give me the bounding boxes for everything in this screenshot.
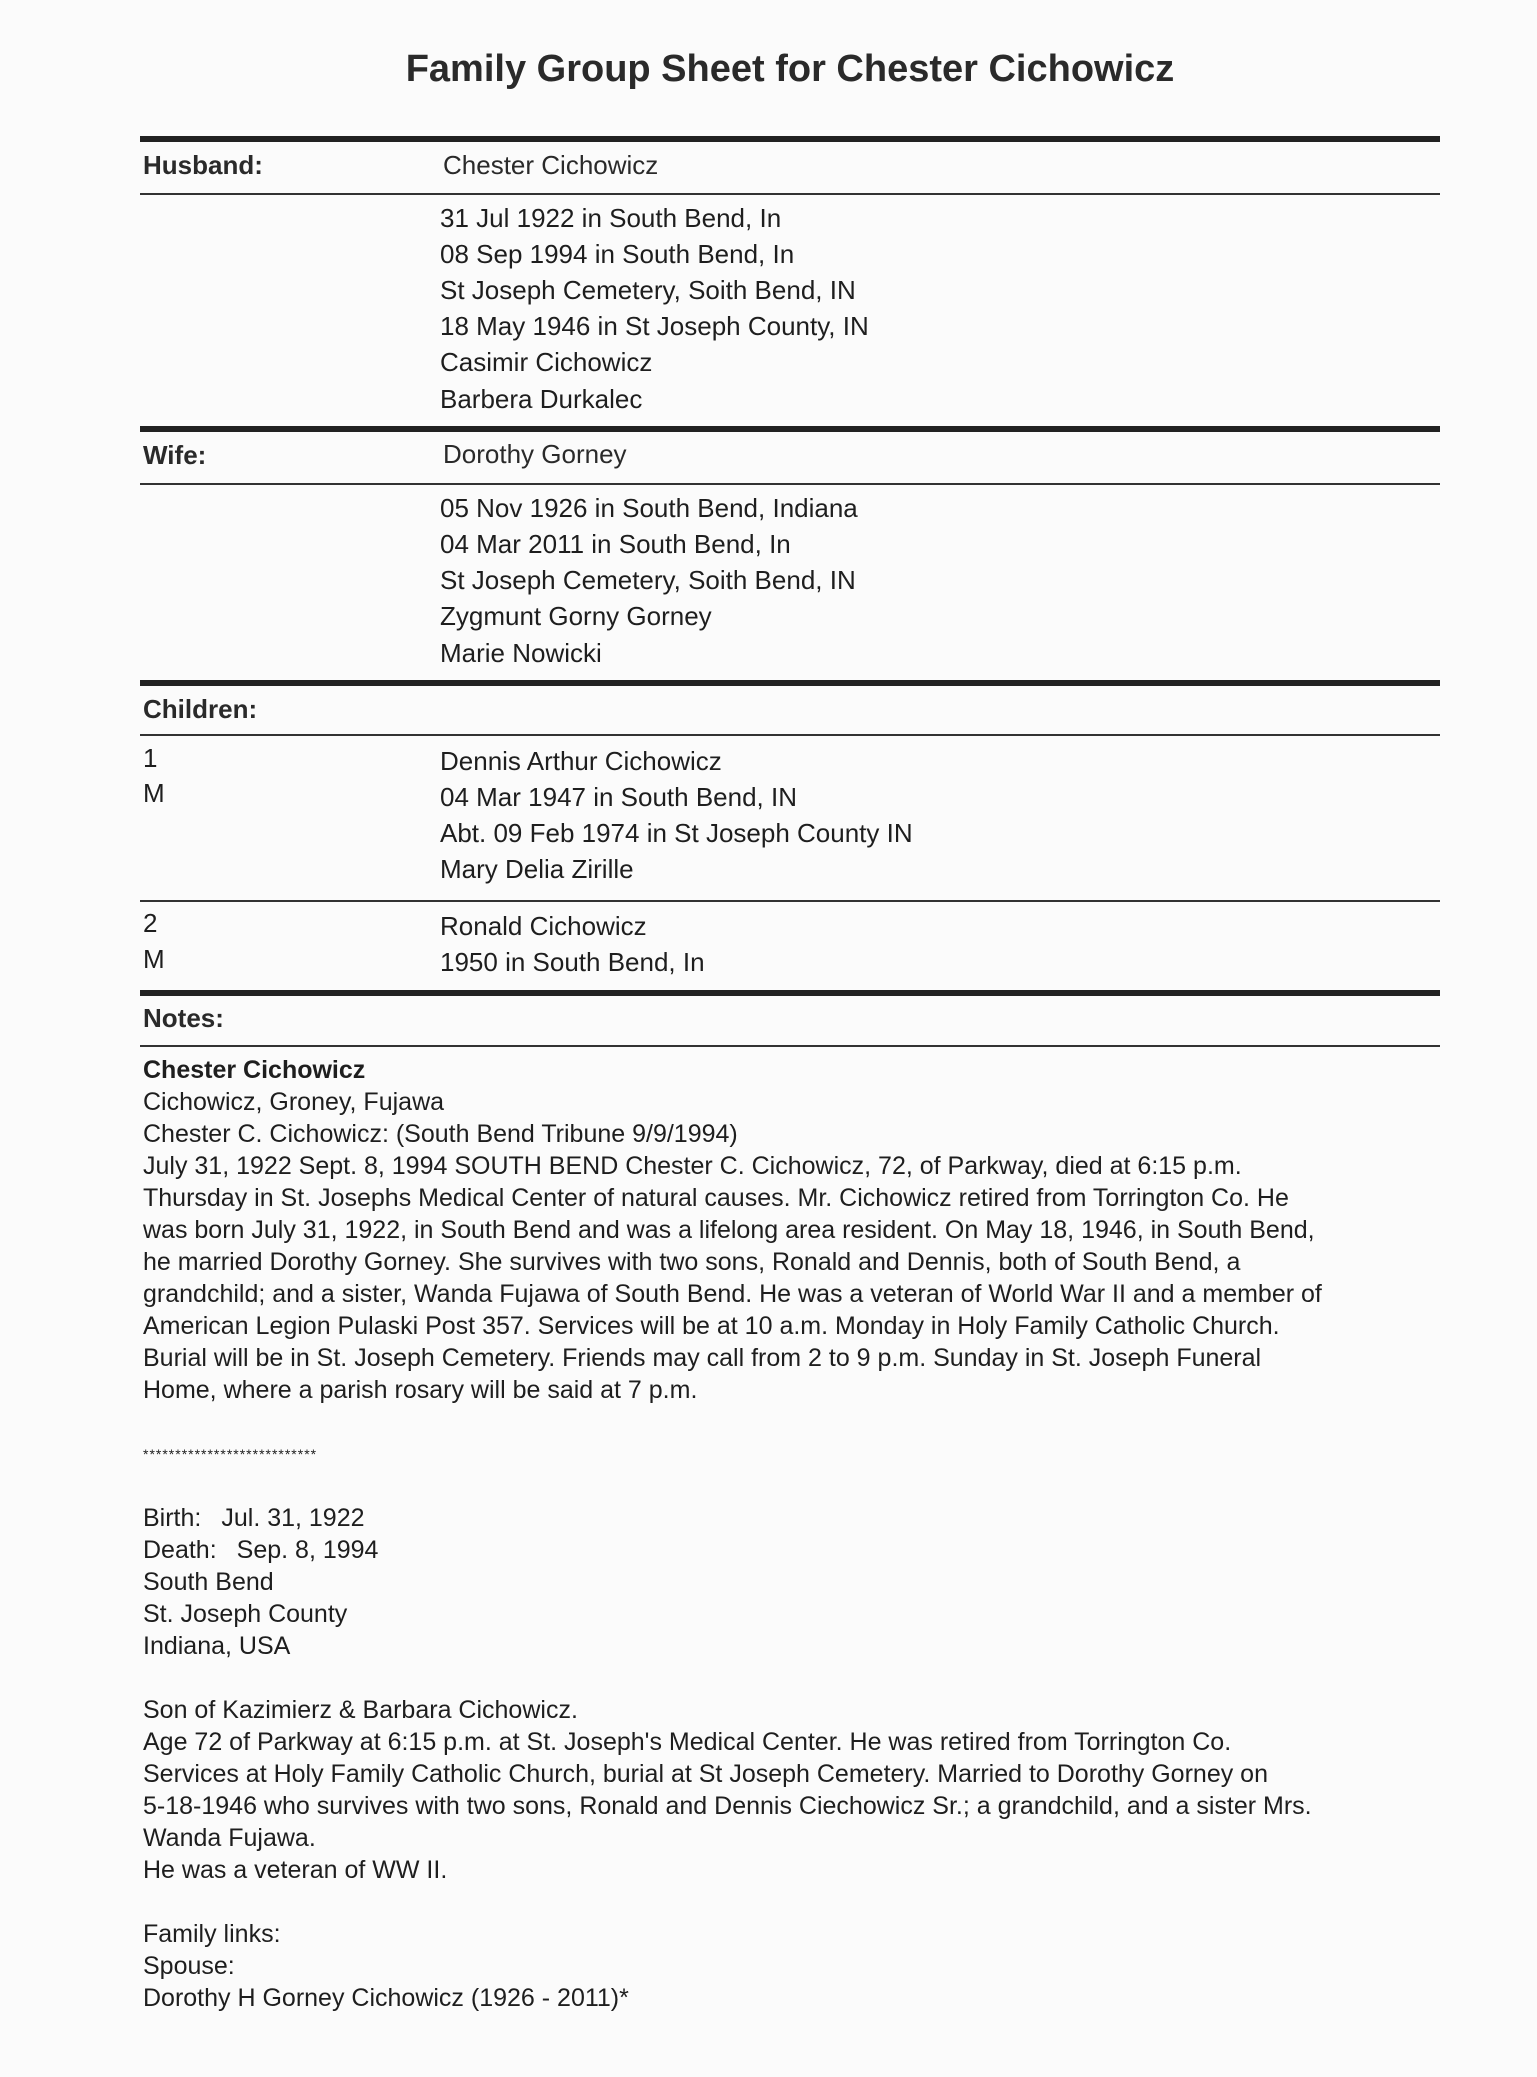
fact-value: 05 Nov 1926 in South Bend, Indiana (440, 493, 858, 523)
divider (140, 483, 1440, 485)
notes-line: he married Dorothy Gorney. She survives with two sons, Ronald and Dennis, both of South Bend, a (143, 1248, 1241, 1276)
notes-line: was born July 31, 1922, in South Bend and was a lifelong area resident. On May 18, 1946, in South Bend, (143, 1216, 1315, 1244)
child-number: 2 (143, 908, 158, 938)
fact-value: 04 Mar 1947 in South Bend, IN (440, 782, 798, 812)
notes-line: July 31, 1922 Sept. 8, 1994 SOUTH BEND Chester C. Cichowicz, 72, of Parkway, died at 6:15 p.m. (143, 1152, 1242, 1180)
fact-value: 18 May 1946 in St Joseph County, IN (440, 311, 869, 341)
death-label: Death: (143, 1536, 217, 1564)
notes-body (143, 1049, 1453, 2014)
notes-line: Burial will be in St. Joseph Cemetery. Friends may call from 2 to 9 p.m. Sunday in St. Joseph Funeral (143, 1344, 1262, 1372)
fact-value: 1950 in South Bend, In (440, 947, 705, 977)
fact-value: Dennis Arthur Cichowicz (440, 746, 722, 776)
spacer (143, 1406, 1453, 1438)
fact-value: Mary Delia Zirille (440, 854, 634, 884)
notes-line: Thursday in St. Josephs Medical Center of natural causes. Mr. Cichowicz retired from Torrington Co. He (143, 1184, 1289, 1212)
section-divider (140, 990, 1440, 996)
wife-name: Dorothy Gorney (443, 439, 627, 469)
bio-line: Son of Kazimierz & Barbara Cichowicz. (143, 1696, 578, 1724)
wife-heading: Wife: (143, 440, 207, 470)
child-sex: M (143, 944, 165, 974)
divider (140, 1045, 1440, 1047)
fact-value: Abt. 09 Feb 1974 in St Joseph County IN (440, 818, 913, 848)
birth-value: Jul. 31, 1922 (221, 1504, 365, 1532)
fact-value: St Joseph Cemetery, Soith Bend, IN (440, 275, 856, 305)
spacer (143, 1662, 1453, 1694)
bio-line: Services at Holy Family Catholic Church, burial at St Joseph Cemetery. Married to Dorothy Gorney on (143, 1760, 1268, 1788)
notes-line: grandchild; and a sister, Wanda Fujawa of South Bend. He was a veteran of World War II and a member of (143, 1280, 1322, 1308)
bio-line: Age 72 of Parkway at 6:15 p.m. at St. Joseph's Medical Center. He was retired from Torrington Co. (143, 1728, 1232, 1756)
bio-line: He was a veteran of WW II. (143, 1856, 448, 1884)
section-divider (140, 426, 1440, 432)
fact-value: Casimir Cichowicz (440, 347, 653, 377)
fact-value: Zygmunt Gorny Gorney (440, 601, 712, 631)
section-divider (140, 680, 1440, 686)
child-number: 1 (143, 743, 158, 773)
notes-subject: Chester Cichowicz (143, 1056, 366, 1084)
child-sex: M (143, 778, 165, 808)
husband-name: Chester Cichowicz (443, 150, 659, 180)
links-line: Spouse: (143, 1952, 235, 1980)
links-line: Dorothy H Gorney Cichowicz (1926 - 2011)* (143, 1984, 629, 2012)
notes-line: American Legion Pulaski Post 357. Services will be at 10 a.m. Monday in Holy Family Catholic Church. (143, 1312, 1280, 1340)
birth-line (143, 1502, 1453, 1534)
place-line: St. Joseph County (143, 1600, 348, 1628)
links-line: Family links: (143, 1920, 281, 1948)
notes-line: Home, where a parish rosary will be said at 7 p.m. (143, 1376, 698, 1404)
spacer (143, 1470, 1453, 1502)
children-heading: Children: (143, 694, 258, 724)
divider (140, 900, 1440, 902)
place-line: South Bend (143, 1568, 274, 1596)
divider (140, 734, 1440, 736)
birth-label: Birth: (143, 1504, 202, 1532)
fact-value: Ronald Cichowicz (440, 911, 647, 941)
husband-heading: Husband: (143, 150, 263, 180)
page-title: Family Group Sheet for Chester Cichowicz (405, 48, 1175, 90)
spacer (143, 1886, 1453, 1918)
divider (140, 193, 1440, 195)
fact-value: Barbera Durkalec (440, 384, 643, 414)
fact-value: 08 Sep 1994 in South Bend, In (440, 239, 795, 269)
fact-value: St Joseph Cemetery, Soith Bend, IN (440, 565, 856, 595)
notes-line: Cichowicz, Groney, Fujawa (143, 1088, 445, 1116)
section-divider (140, 136, 1440, 142)
fact-value: 04 Mar 2011 in South Bend, In (440, 529, 791, 559)
notes-line: Chester C. Cichowicz: (South Bend Tribune 9/9/1994) (143, 1120, 738, 1148)
fact-value: 31 Jul 1922 in South Bend, In (440, 203, 782, 233)
death-value: Sep. 8, 1994 (236, 1536, 379, 1564)
separator: *************************** (143, 1446, 318, 1462)
death-line (143, 1534, 1453, 1566)
bio-line: Wanda Fujawa. (143, 1824, 316, 1852)
notes-heading: Notes: (143, 1003, 224, 1033)
fact-value: Marie Nowicki (440, 638, 602, 668)
bio-line: 5-18-1946 who survives with two sons, Ronald and Dennis Ciechowicz Sr.; a grandchild, and a sister Mrs. (143, 1792, 1312, 1820)
place-line: Indiana, USA (143, 1632, 291, 1660)
